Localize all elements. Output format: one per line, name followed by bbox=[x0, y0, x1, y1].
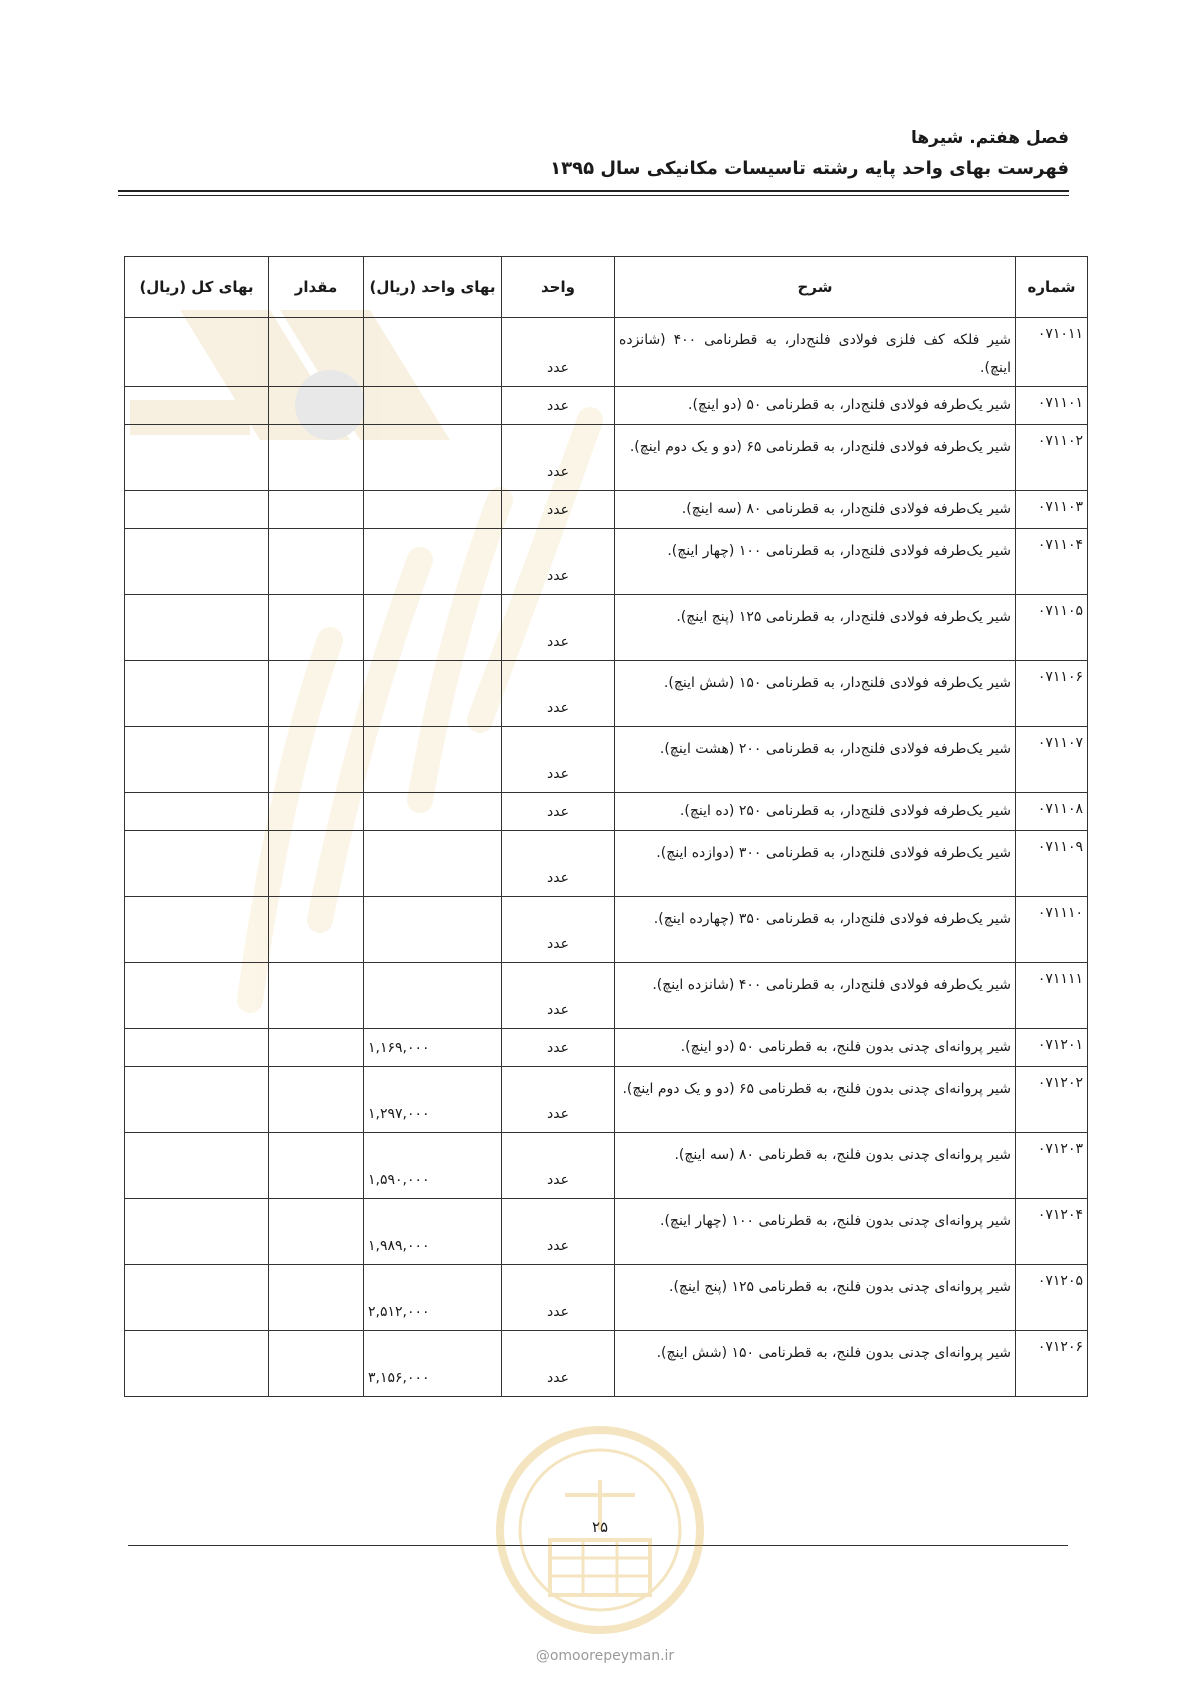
col-unit-price-header: بهای واحد (ریال) bbox=[364, 257, 502, 318]
page-header bbox=[119, 128, 1069, 179]
item-unit: عدد bbox=[502, 387, 615, 425]
footer-rule bbox=[128, 1545, 1068, 1546]
item-code: ۰۷۱۱۱۱ bbox=[1016, 963, 1088, 1029]
item-quantity bbox=[269, 1133, 364, 1199]
chapter-title: فصل هفتم. شیرها bbox=[910, 128, 1069, 148]
item-description: شیر یک‌طرفه فولادی فلنج‌دار، به قطرنامی ۴۰۰ (شانزده اینچ). bbox=[615, 963, 1016, 1029]
item-total-price bbox=[125, 963, 269, 1029]
item-description: شیر یک‌طرفه فولادی فلنج‌دار، به قطرنامی ۳۰۰ (دوازده اینچ). bbox=[615, 831, 1016, 897]
col-total-price-header: بهای کل (ریال) bbox=[125, 257, 269, 318]
table-row bbox=[125, 1265, 1088, 1331]
item-code: ۰۷۱۲۰۶ bbox=[1016, 1331, 1088, 1397]
header-rule bbox=[118, 190, 1069, 192]
item-total-price bbox=[125, 425, 269, 491]
item-total-price bbox=[125, 318, 269, 387]
table-row bbox=[125, 1331, 1088, 1397]
table-row bbox=[125, 595, 1088, 661]
item-unit-price bbox=[364, 661, 502, 727]
item-quantity bbox=[269, 963, 364, 1029]
item-code: ۰۷۱۱۱۰ bbox=[1016, 897, 1088, 963]
table-row bbox=[125, 793, 1088, 831]
item-code: ۰۷۱۱۰۸ bbox=[1016, 793, 1088, 831]
item-description: شیر پروانه‌ای چدنی بدون فلنج، به قطرنامی ۶۵ (دو و یک دوم اینچ). bbox=[615, 1067, 1016, 1133]
item-total-price bbox=[125, 793, 269, 831]
item-unit: عدد bbox=[502, 595, 615, 661]
item-unit-price: ۳,۱۵۶,۰۰۰ bbox=[364, 1331, 502, 1397]
item-code: ۰۷۱۱۰۴ bbox=[1016, 529, 1088, 595]
table-row bbox=[125, 387, 1088, 425]
item-quantity bbox=[269, 595, 364, 661]
item-unit: عدد bbox=[502, 491, 615, 529]
item-unit-price bbox=[364, 831, 502, 897]
col-quantity-header: مقدار bbox=[269, 257, 364, 318]
table-row bbox=[125, 661, 1088, 727]
col-code-header: شماره bbox=[1016, 257, 1088, 318]
item-unit-price bbox=[364, 727, 502, 793]
website-watermark: @omoorepeyman.ir bbox=[535, 1648, 675, 1664]
table-row bbox=[125, 1067, 1088, 1133]
item-quantity bbox=[269, 1199, 364, 1265]
item-total-price bbox=[125, 727, 269, 793]
item-unit-price: ۱,۵۹۰,۰۰۰ bbox=[364, 1133, 502, 1199]
item-unit-price bbox=[364, 425, 502, 491]
item-quantity bbox=[269, 793, 364, 831]
item-code: ۰۷۱۲۰۵ bbox=[1016, 1265, 1088, 1331]
item-description: شیر پروانه‌ای چدنی بدون فلنج، به قطرنامی ۱۵۰ (شش اینچ). bbox=[615, 1331, 1016, 1397]
item-unit: عدد bbox=[502, 897, 615, 963]
item-unit: عدد bbox=[502, 425, 615, 491]
item-code: ۰۷۱۱۰۱ bbox=[1016, 387, 1088, 425]
item-unit-price: ۱,۱۶۹,۰۰۰ bbox=[364, 1029, 502, 1067]
col-unit-header: واحد bbox=[502, 257, 615, 318]
item-code: ۰۷۱۱۰۶ bbox=[1016, 661, 1088, 727]
item-total-price bbox=[125, 1067, 269, 1133]
item-description: شیر پروانه‌ای چدنی بدون فلنج، به قطرنامی ۱۲۵ (پنج اینچ). bbox=[615, 1265, 1016, 1331]
item-unit-price: ۱,۹۸۹,۰۰۰ bbox=[364, 1199, 502, 1265]
item-total-price bbox=[125, 529, 269, 595]
item-code: ۰۷۱۱۰۵ bbox=[1016, 595, 1088, 661]
item-description: شیر پروانه‌ای چدنی بدون فلنج، به قطرنامی ۵۰ (دو اینچ). bbox=[615, 1029, 1016, 1067]
item-unit-price bbox=[364, 793, 502, 831]
table-row bbox=[125, 425, 1088, 491]
item-quantity bbox=[269, 1331, 364, 1397]
item-quantity bbox=[269, 661, 364, 727]
item-total-price bbox=[125, 387, 269, 425]
item-code: ۰۷۱۱۰۲ bbox=[1016, 425, 1088, 491]
item-quantity bbox=[269, 831, 364, 897]
item-description: شیر یک‌طرفه فولادی فلنج‌دار، به قطرنامی ۱۲۵ (پنج اینچ). bbox=[615, 595, 1016, 661]
item-code: ۰۷۱۲۰۲ bbox=[1016, 1067, 1088, 1133]
table-header-row bbox=[125, 257, 1088, 318]
item-unit-price bbox=[364, 897, 502, 963]
item-code: ۰۷۱۲۰۴ bbox=[1016, 1199, 1088, 1265]
item-unit: عدد bbox=[502, 1199, 615, 1265]
item-code: ۰۷۱۱۰۳ bbox=[1016, 491, 1088, 529]
item-unit-price bbox=[364, 963, 502, 1029]
item-description: شیر فلکه کف فلزی فولادی فلنج‌دار، به قطرنامی ۴۰۰ (شانزده اینچ). bbox=[615, 318, 1016, 387]
item-unit-price: ۱,۲۹۷,۰۰۰ bbox=[364, 1067, 502, 1133]
item-unit: عدد bbox=[502, 318, 615, 387]
item-code: ۰۷۱۲۰۱ bbox=[1016, 1029, 1088, 1067]
item-quantity bbox=[269, 1067, 364, 1133]
item-unit: عدد bbox=[502, 793, 615, 831]
item-description: شیر پروانه‌ای چدنی بدون فلنج، به قطرنامی ۸۰ (سه اینچ). bbox=[615, 1133, 1016, 1199]
header-rule-thin bbox=[118, 195, 1069, 196]
item-description: شیر یک‌طرفه فولادی فلنج‌دار، به قطرنامی ۱۵۰ (شش اینچ). bbox=[615, 661, 1016, 727]
item-total-price bbox=[125, 1029, 269, 1067]
item-unit: عدد bbox=[502, 1133, 615, 1199]
table-row bbox=[125, 963, 1088, 1029]
item-code: ۰۷۱۲۰۳ bbox=[1016, 1133, 1088, 1199]
item-unit: عدد bbox=[502, 727, 615, 793]
item-unit: عدد bbox=[502, 529, 615, 595]
item-description: شیر یک‌طرفه فولادی فلنج‌دار، به قطرنامی ۶۵ (دو و یک دوم اینچ). bbox=[615, 425, 1016, 491]
item-total-price bbox=[125, 1133, 269, 1199]
page-number: ۲۵ bbox=[591, 1518, 609, 1536]
col-description-header: شرح bbox=[615, 257, 1016, 318]
item-total-price bbox=[125, 1199, 269, 1265]
table-row bbox=[125, 491, 1088, 529]
table-row bbox=[125, 831, 1088, 897]
item-quantity bbox=[269, 318, 364, 387]
item-total-price bbox=[125, 661, 269, 727]
item-quantity bbox=[269, 897, 364, 963]
item-unit-price bbox=[364, 595, 502, 661]
table-row bbox=[125, 529, 1088, 595]
item-unit: عدد bbox=[502, 1029, 615, 1067]
item-total-price bbox=[125, 491, 269, 529]
item-total-price bbox=[125, 595, 269, 661]
price-list-table bbox=[124, 256, 1088, 1397]
item-quantity bbox=[269, 1265, 364, 1331]
item-quantity bbox=[269, 491, 364, 529]
item-description: شیر یک‌طرفه فولادی فلنج‌دار، به قطرنامی ۸۰ (سه اینچ). bbox=[615, 491, 1016, 529]
item-unit-price bbox=[364, 318, 502, 387]
item-description: شیر یک‌طرفه فولادی فلنج‌دار، به قطرنامی ۳۵۰ (چهارده اینچ). bbox=[615, 897, 1016, 963]
table-row bbox=[125, 727, 1088, 793]
item-description: شیر پروانه‌ای چدنی بدون فلنج، به قطرنامی ۱۰۰ (چهار اینچ). bbox=[615, 1199, 1016, 1265]
document-subtitle: فهرست بهای واحد پایه رشته تاسیسات مکانیکی سال ۱۳۹۵ bbox=[550, 158, 1069, 179]
item-quantity bbox=[269, 1029, 364, 1067]
item-description: شیر یک‌طرفه فولادی فلنج‌دار، به قطرنامی ۲۰۰ (هشت اینچ). bbox=[615, 727, 1016, 793]
item-description: شیر یک‌طرفه فولادی فلنج‌دار، به قطرنامی ۱۰۰ (چهار اینچ). bbox=[615, 529, 1016, 595]
item-unit-price bbox=[364, 529, 502, 595]
item-description: شیر یک‌طرفه فولادی فلنج‌دار، به قطرنامی ۲۵۰ (ده اینچ). bbox=[615, 793, 1016, 831]
item-unit-price bbox=[364, 491, 502, 529]
item-description: شیر یک‌طرفه فولادی فلنج‌دار، به قطرنامی ۵۰ (دو اینچ). bbox=[615, 387, 1016, 425]
item-unit-price bbox=[364, 387, 502, 425]
item-unit: عدد bbox=[502, 661, 615, 727]
item-total-price bbox=[125, 897, 269, 963]
item-code: ۰۷۱۰۱۱ bbox=[1016, 318, 1088, 387]
item-quantity bbox=[269, 529, 364, 595]
item-quantity bbox=[269, 387, 364, 425]
table-row bbox=[125, 1133, 1088, 1199]
item-total-price bbox=[125, 1331, 269, 1397]
item-unit-price: ۲,۵۱۲,۰۰۰ bbox=[364, 1265, 502, 1331]
item-quantity bbox=[269, 727, 364, 793]
item-total-price bbox=[125, 831, 269, 897]
item-code: ۰۷۱۱۰۷ bbox=[1016, 727, 1088, 793]
item-unit: عدد bbox=[502, 831, 615, 897]
table-row bbox=[125, 1199, 1088, 1265]
table-row bbox=[125, 318, 1088, 387]
item-quantity bbox=[269, 425, 364, 491]
item-total-price bbox=[125, 1265, 269, 1331]
table-row bbox=[125, 897, 1088, 963]
item-unit: عدد bbox=[502, 1265, 615, 1331]
item-unit: عدد bbox=[502, 963, 615, 1029]
item-code: ۰۷۱۱۰۹ bbox=[1016, 831, 1088, 897]
item-unit: عدد bbox=[502, 1067, 615, 1133]
table-row bbox=[125, 1029, 1088, 1067]
item-unit: عدد bbox=[502, 1331, 615, 1397]
